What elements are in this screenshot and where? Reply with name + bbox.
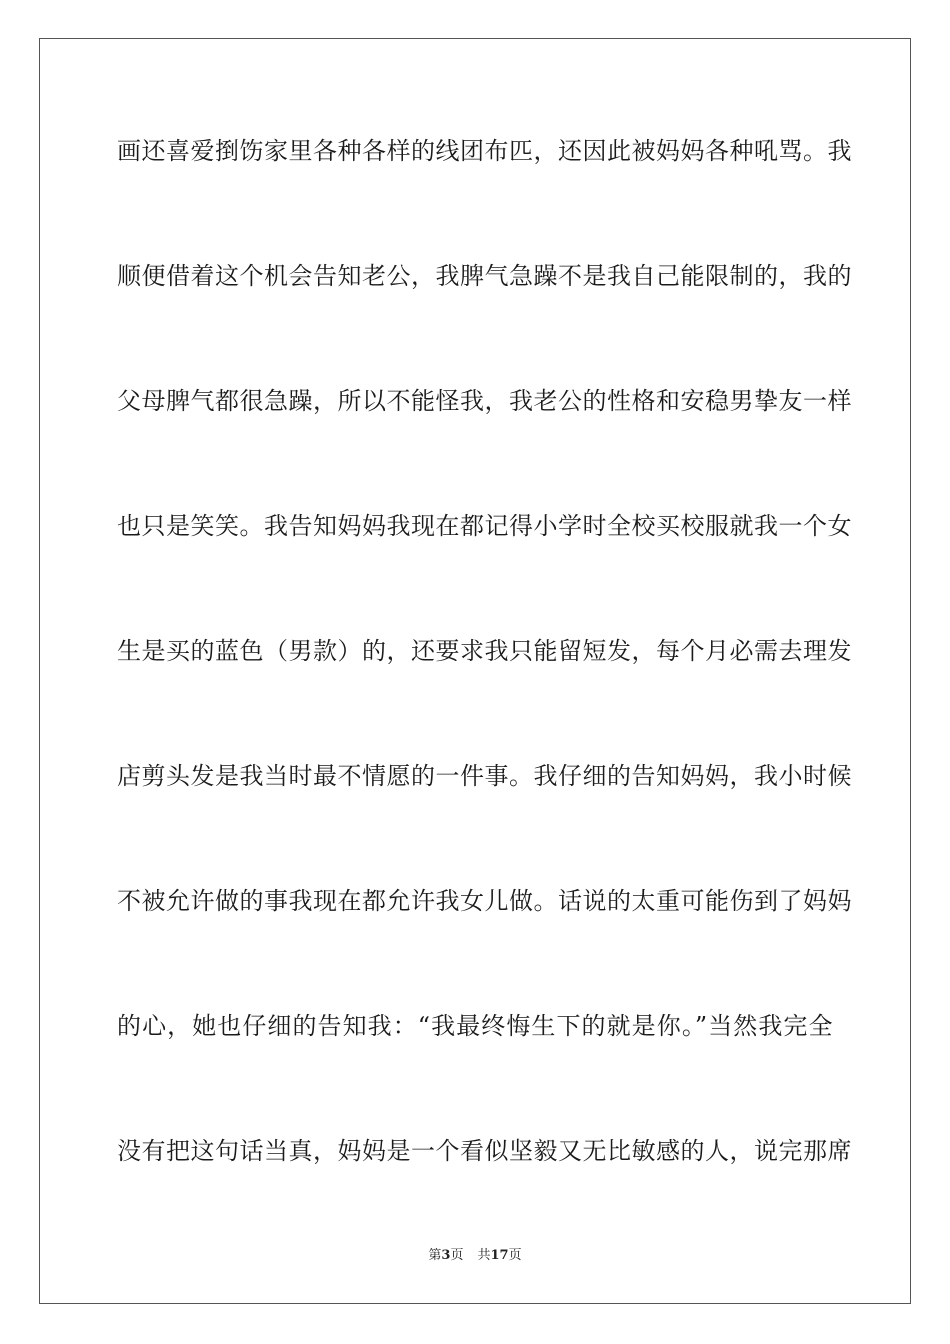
page-label-prefix: 第: [428, 1248, 442, 1263]
total-label-prefix: 共: [477, 1248, 491, 1263]
page-label-suffix: 页: [450, 1248, 464, 1263]
body-text-line: 不被允许做的事我现在都允许我女儿做。话说的太重可能伤到了妈妈: [117, 887, 852, 915]
body-text-line: 父母脾气都很急躁，所以不能怪我，我老公的性格和安稳男挚友一样: [117, 387, 852, 415]
body-text-line: 也只是笑笑。我告知妈妈我现在都记得小学时全校买校服就我一个女: [117, 512, 852, 540]
total-pages: 17: [490, 1248, 509, 1263]
body-text-line: 的心，她也仔细的告知我：“我最终悔生下的就是你。”当然我完全: [117, 1012, 833, 1040]
body-text-line: 生是买的蓝色（男款）的，还要求我只能留短发，每个月必需去理发: [117, 637, 852, 665]
body-text-line: 顺便借着这个机会告知老公，我脾气急躁不是我自己能限制的，我的: [117, 262, 852, 290]
page-border: [39, 38, 911, 1304]
page-footer: [0, 1247, 950, 1265]
total-label-suffix: 页: [508, 1248, 522, 1263]
body-text-line: 店剪头发是我当时最不情愿的一件事。我仔细的告知妈妈，我小时候: [117, 762, 852, 790]
page-number: 3: [441, 1248, 451, 1263]
body-text-line: 画还喜爱捯饬家里各种各样的线团布匹，还因此被妈妈各种吼骂。我: [117, 137, 852, 165]
body-text-line: 没有把这句话当真，妈妈是一个看似坚毅又无比敏感的人，说完那席: [117, 1137, 852, 1165]
